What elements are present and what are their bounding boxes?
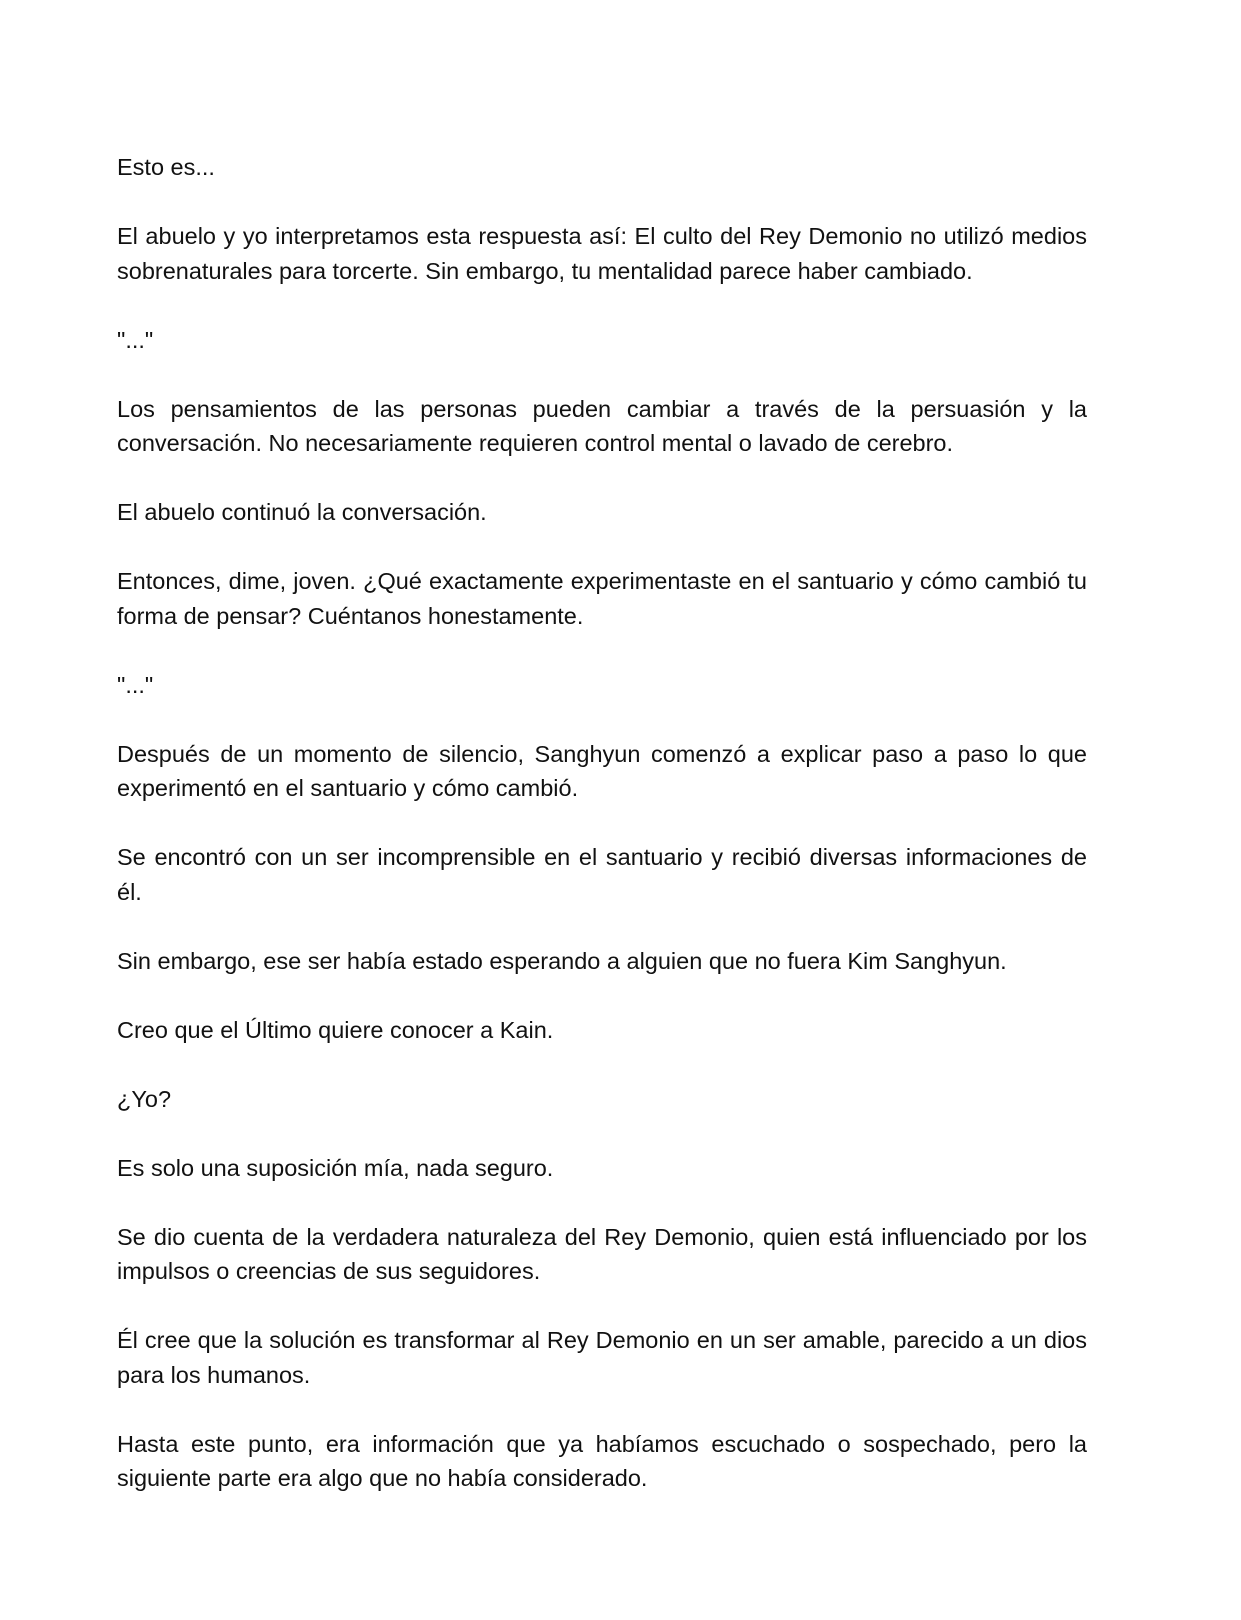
paragraph: Entonces, dime, joven. ¿Qué exactamente experimentaste en el santuario y cómo cambió tu forma de pensar? Cuéntanos honestamente.	[117, 568, 1087, 629]
paragraph: Después de un momento de silencio, Sanghyun comenzó a explicar paso a paso lo que experimentó en el santuario y cómo cambió.	[117, 740, 1087, 801]
paragraph: Esto es...	[117, 154, 215, 180]
paragraph: Es solo una suposición mía, nada seguro.	[117, 1154, 554, 1181]
paragraph: "..."	[117, 326, 154, 353]
paragraph: Creo que el Último quiere conocer a Kain.	[117, 1016, 554, 1043]
paragraph: "..."	[117, 671, 154, 698]
paragraph: Se encontró con un ser incomprensible en el santuario y recibió diversas informaciones de él.	[117, 844, 1087, 905]
paragraph: Hasta este punto, era información que ya habíamos escuchado o sospechado, pero la siguiente parte era algo que no había considerado.	[117, 1430, 1087, 1491]
document-body	[117, 150, 1087, 1530]
paragraph: Sin embargo, ese ser había estado esperando a alguien que no fuera Kim Sanghyun.	[117, 947, 1007, 974]
paragraph: ¿Yo?	[117, 1085, 172, 1112]
paragraph: Los pensamientos de las personas pueden cambiar a través de la persuasión y la conversación. No necesariamente requieren control mental o lavado de cerebro.	[117, 395, 1087, 456]
paragraph: Se dio cuenta de la verdadera naturaleza del Rey Demonio, quien está influenciado por los impulsos o creencias de sus seguidores.	[117, 1223, 1087, 1284]
paragraph: El abuelo continuó la conversación.	[117, 499, 487, 525]
paragraph: El abuelo y yo interpretamos esta respuesta así: El culto del Rey Demonio no utilizó medios sobrenaturales para torcerte. Sin embargo, tu mentalidad parece haber cambiado.	[117, 223, 1087, 284]
paragraph: Él cree que la solución es transformar al Rey Demonio en un ser amable, parecido a un dios para los humanos.	[117, 1327, 1087, 1388]
